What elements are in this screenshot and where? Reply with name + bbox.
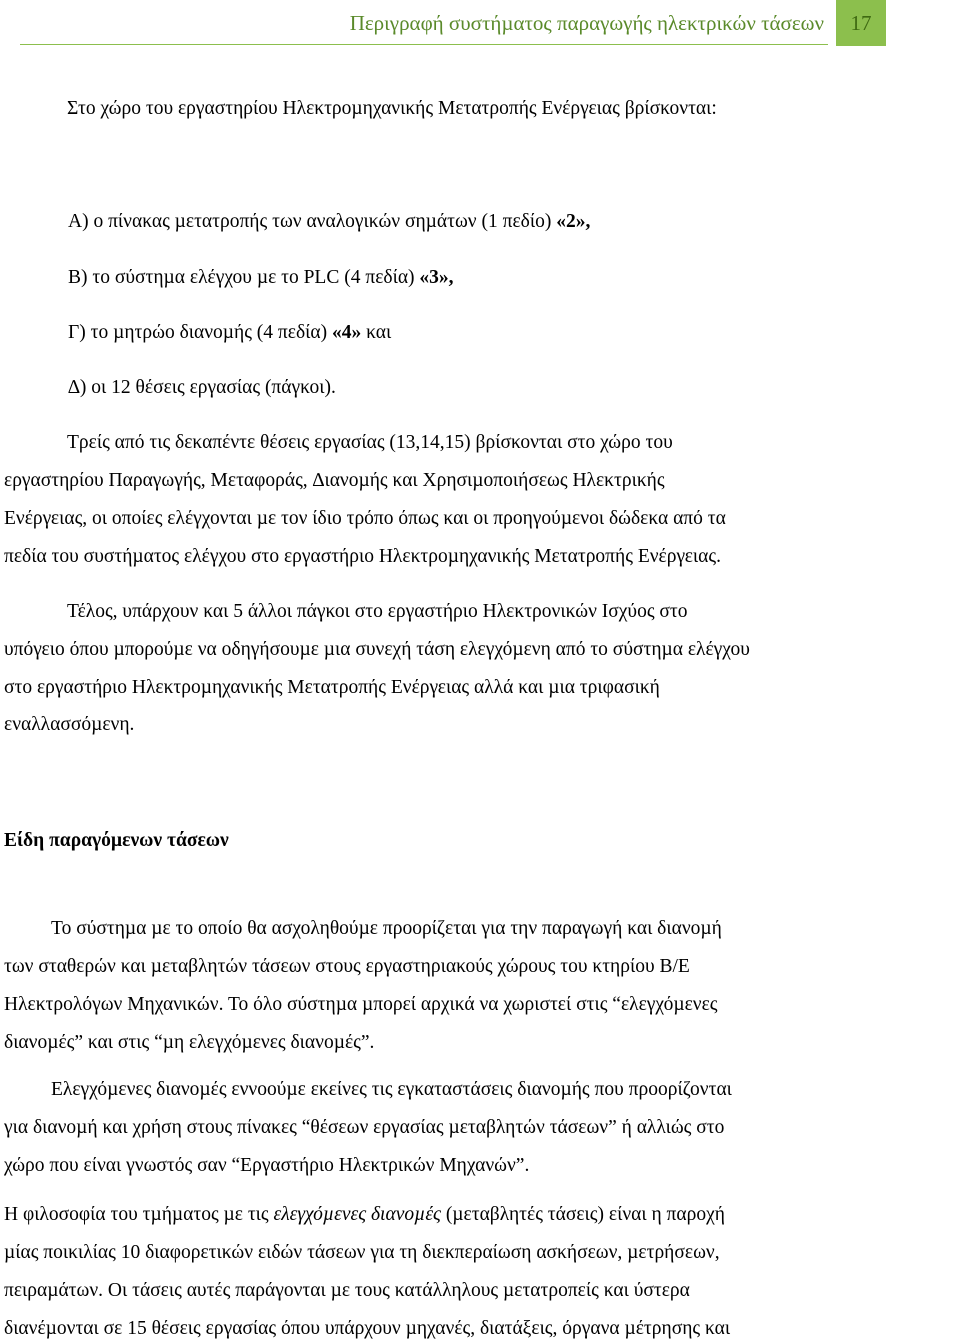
list-item-tail: και	[361, 322, 392, 343]
paragraph-line: διανέµονται σε 15 θέσεις εργασίας όπου υπάρχουν µηχανές, διατάξεις, όργανα µέτρησης και	[4, 1318, 731, 1339]
list-item-c	[68, 321, 391, 345]
header-rule	[20, 44, 828, 45]
list-item-b	[68, 266, 454, 290]
paragraph-line: Ενέργειας, οι οποίες ελέγχονται µε τον ίδιο τρόπο όπως και οι προηγούµενοι δώδεκα από τα	[4, 508, 726, 529]
paragraph-line: Τρείς από τις δεκαπέντε θέσεις εργασίας (13,14,15) βρίσκονται στο χώρο του	[67, 432, 673, 453]
list-item-text: Γ) το µητρώο διανοµής (4 πεδία)	[68, 322, 332, 343]
paragraph-line: υπόγειο όπου µπορούµε να οδηγήσουµε µια συνεχή τάση ελεγχόµενη από το σύστηµα ελέγχου	[4, 639, 750, 660]
list-item-text: Α) ο πίνακας µετατροπής των αναλογικών σηµάτων (1 πεδίο)	[68, 211, 557, 232]
list-item-text: Β) το σύστηµα ελέγχου µε το PLC (4 πεδία)	[68, 267, 420, 288]
paragraph-line: Ελεγχόµενες διανοµές εννοούµε εκείνες τις εγκαταστάσεις διανοµής που προορίζονται	[51, 1079, 732, 1100]
list-item-d: ∆) οι 12 θέσεις εργασίας (πάγκοι).	[68, 377, 336, 398]
paragraph-line: πεδία του συστήµατος ελέγχου στο εργαστήριο Ηλεκτροµηχανικής Μετατροπής Ενέργειας.	[4, 546, 721, 567]
intro-line: Στο χώρο του εργαστηρίου Ηλεκτροµηχανικής Μετατροπής Ενέργειας βρίσκονται:	[67, 98, 717, 119]
paragraph-line: εναλλασσόµενη.	[4, 714, 135, 735]
paragraph-line: χώρο που είναι γνωστός σαν “Εργαστήριο Ηλεκτρικών Μηχανών”.	[4, 1155, 530, 1176]
paragraph-line: διανοµές” και στις “µη ελεγχόµενες διανοµές”.	[4, 1032, 375, 1053]
page-number-box	[836, 0, 886, 46]
paragraph-line: Τέλος, υπάρχουν και 5 άλλοι πάγκοι στο εργαστήριο Ηλεκτρονικών Ισχύος στο	[67, 601, 688, 622]
list-item-bold: «2»,	[556, 211, 591, 232]
paragraph-line: εργαστηρίου Παραγωγής, Μεταφοράς, ∆ιανοµής και Χρησιµοποιήσεως Ηλεκτρικής	[4, 470, 665, 491]
page-header	[0, 0, 960, 46]
italic-term: ελεγχόµενες διανοµές	[273, 1204, 441, 1225]
paragraph-line: για διανοµή και χρήση στους πίνακες “θέσεων εργασίας µεταβλητών τάσεων” ή αλλιώς στο	[4, 1117, 725, 1138]
list-item-bold: «4»	[331, 322, 362, 343]
paragraph-text: Η φιλοσοφία του τµήµατος µε τις	[4, 1204, 274, 1225]
paragraph-line: των σταθερών και µεταβλητών τάσεων στους εργαστηριακούς χώρους του κτηρίου Β/Ε	[4, 956, 690, 977]
running-title: Περιγραφή συστήµατος παραγωγής ηλεκτρικών τάσεων	[349, 11, 824, 35]
paragraph-text: (µεταβλητές τάσεις) είναι η παροχή	[440, 1204, 725, 1225]
paragraph-line: Το σύστηµα µε το οποίο θα ασχοληθούµε προορίζεται για την παραγωγή και διανοµή	[51, 918, 722, 939]
paragraph-line: Ηλεκτρολόγων Μηχανικών. Το όλο σύστηµα µπορεί αρχικά να χωριστεί στις “ελεγχόµενες	[4, 994, 718, 1015]
paragraph-line: πειραµάτων. Οι τάσεις αυτές παράγονται µε τους κατάλληλους µετατροπείς και ύστερα	[4, 1280, 690, 1301]
paragraph-line	[4, 1203, 725, 1227]
paragraph-line: στο εργαστήριο Ηλεκτροµηχανικής Μετατροπής Ενέργειας αλλά και µια τριφασική	[4, 677, 660, 698]
list-item-a	[68, 210, 590, 234]
list-item-bold: «3»,	[419, 267, 454, 288]
section-heading: Είδη παραγόµενων τάσεων	[4, 830, 229, 851]
page-number: 17	[850, 11, 872, 35]
paragraph-line: µίας ποικιλίας 10 διαφορετικών ειδών τάσεων για τη διεκπεραίωση ασκήσεων, µετρήσεων,	[4, 1242, 720, 1263]
